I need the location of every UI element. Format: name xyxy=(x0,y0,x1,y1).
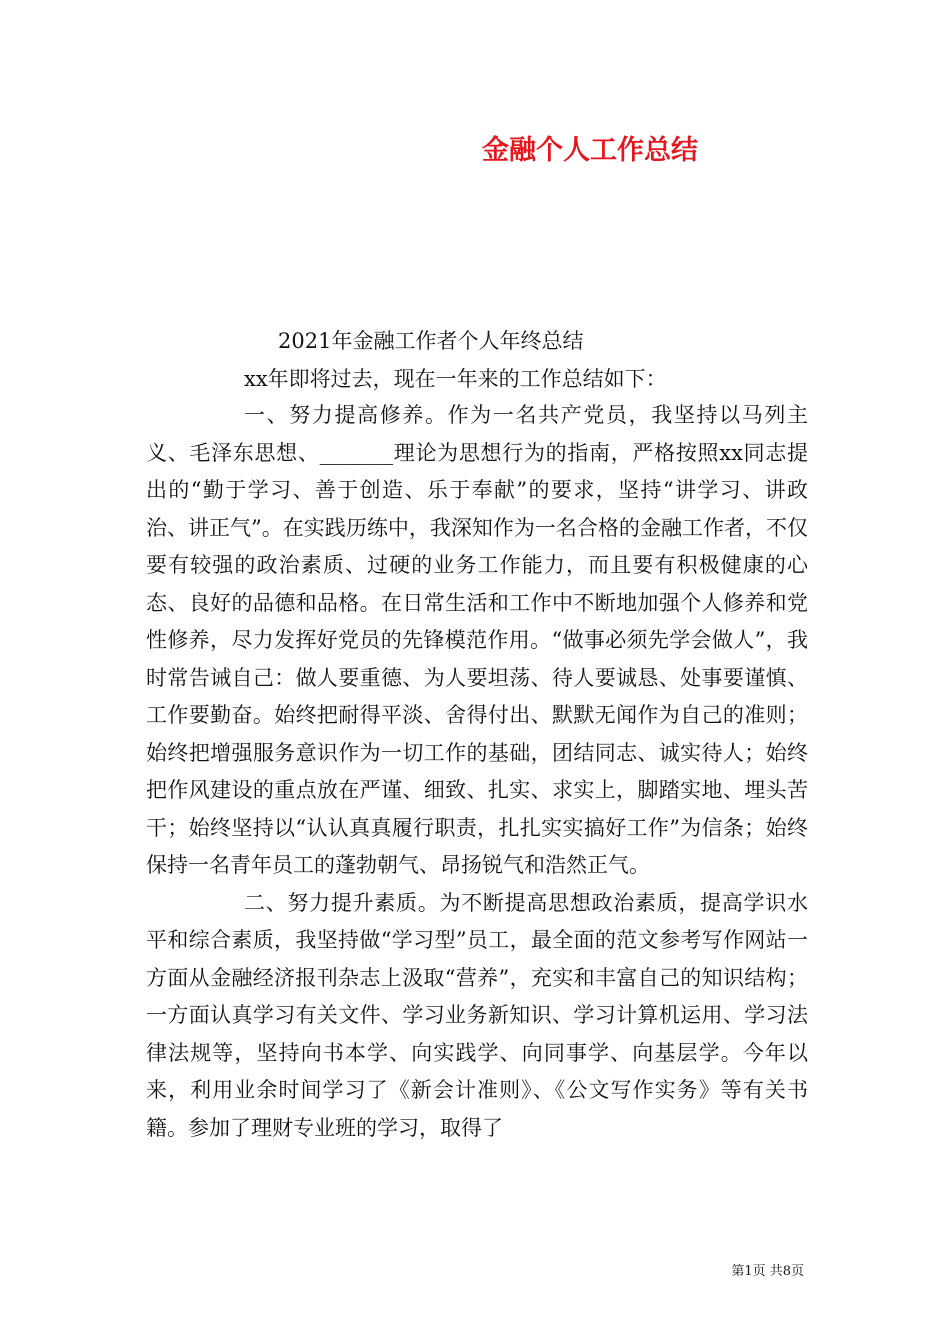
page-number: 第1页 共8页 xyxy=(731,1264,804,1279)
paragraph-2: 二、努力提升素质。为不断提高思想政治素质，提高学识水平和综合素质，我坚持做“学习型”员工，最全面的范文参考写作网站一方面从金融经济报刊杂志上汲取“营养”，充实和丰富自己的知识结构；一方面认真学习有关文件、学习业务新知识、学习计算机运用、学习法律法规等，坚持向书本学、向实践学、向同事学、向基层学。今年以来，利用业余时间学习了《新会计准则》、《公文写作实务》等有关书籍。参加了理财专业班的学习，取得了 xyxy=(146,890,808,1140)
intro-line: xx年即将过去，现在一年来的工作总结如下： xyxy=(244,367,667,391)
page-title: 金融个人工作总结 xyxy=(482,135,698,166)
document-body xyxy=(146,397,808,1147)
document-subtitle: 2021年金融工作者个人年终总结 xyxy=(278,329,584,353)
paragraph-1: 一、努力提高修养。作为一名共产党员，我坚持以马列主义、毛泽东思想、_______理论为思想行为的指南，严格按照xx同志提出的“勤于学习、善于创造、乐于奉献”的要求，坚持“讲学习、讲政治、讲正气”。在实践历练中，我深知作为一名合格的金融工作者，不仅要有较强的政治素质、过硬的业务工作能力，而且要有积极健康的心态、良好的品德和品格。在日常生活和工作中不断地加强个人修养和党性修养，尽力发挥好党员的先锋模范作用。“做事必须先学会做人”，我时常告诫自己：做人要重德、为人要坦荡、待人要诚恳、处事要谨慎、工作要勤奋。始终把耐得平淡、舍得付出、默默无闻作为自己的准则；始终把增强服务意识作为一切工作的基础，团结同志、诚实待人；始终把作风建设的重点放在严谨、细致、扎实、求实上，脚踏实地、埋头苦干；始终坚持以“认认真真履行职责，扎扎实实搞好工作”为信条；始终保持一名青年员工的蓬勃朝气、昂扬锐气和浩然正气。 xyxy=(146,403,808,877)
